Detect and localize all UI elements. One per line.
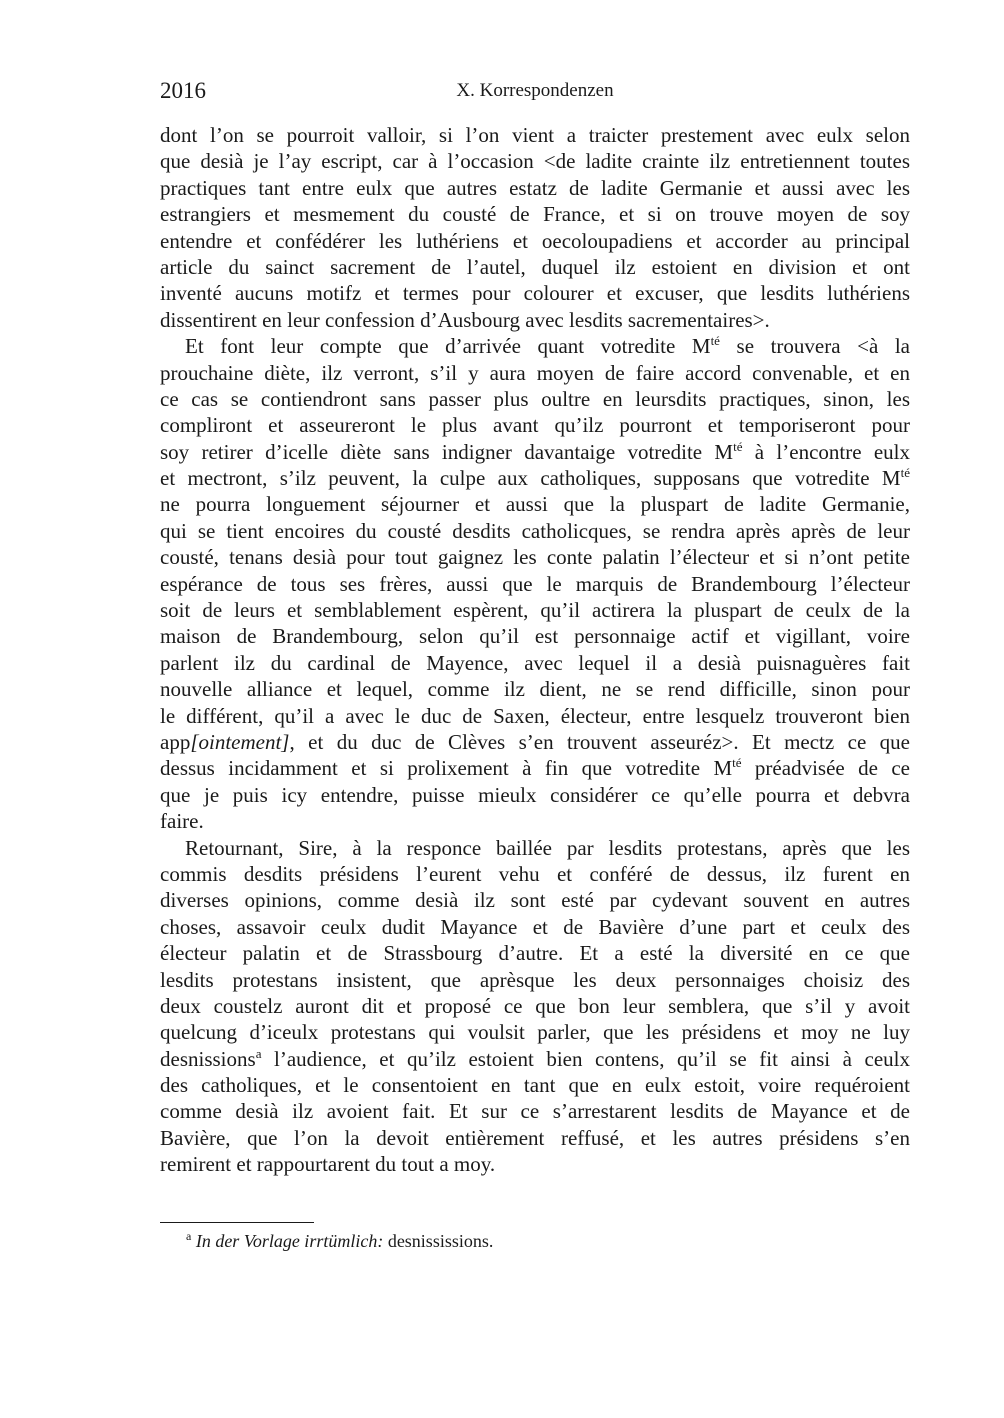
text-line: prouchaine diète, ilz verront, s’il y aura moyen de faire accord convenable, et en (160, 360, 910, 385)
text-line: entendre et confédérer les luthériens et oecoloupadiens et accorder au principal (160, 228, 910, 253)
running-title: X. Korrespondenzen (456, 80, 614, 101)
footnote-rule (160, 1222, 314, 1223)
superscript: té (732, 755, 742, 771)
text-line: compliront et asseureront le plus avant qu’ilz pourront et temporiseront pour (160, 413, 910, 438)
text-line: cousté, tenans desià pour tout gaignez les conte palatin l’électeur et si n’ont petite (160, 545, 910, 570)
superscript: té (710, 333, 720, 349)
superscript: té (900, 465, 910, 481)
text-line: practiques tant entre eulx que autres estatz de ladite Germanie et aussi avec les (160, 175, 910, 200)
text-line: estrangiers et mesmement du cousté de France, et si on trouve moyen de soy (160, 202, 910, 227)
text-line: qui se tient encoires du cousté desdits catholicques, se rendra après après de leur (160, 518, 910, 543)
text-line: article du sainct sacrement de l’autel, duquel ilz estoient en division et ont (160, 254, 910, 279)
text-line: dissentirent en leur confession d’Ausbourg avec lesdits sacrementaires>. (160, 307, 770, 332)
text-line: commis desdits présidens l’eurent vehu et conféré de dessus, ilz furent en (160, 861, 910, 886)
text-line: ne pourra longuement séjourner et aussi que la pluspart de ladite Germanie, (160, 492, 910, 517)
text-line: comme desià ilz avoient fait. Et sur ce s’arrestarent lesdits de Mayance et de (160, 1099, 910, 1124)
text-line: inventé aucuns motifz et termes pour colourer et excuser, que lesdits luthériens (160, 281, 910, 306)
text-line: soit de leurs et semblablement espèrent, qu’il actirera la pluspart de ceulx de la (160, 598, 910, 623)
text-line: nouvelle alliance et lequel, comme ilz dient, ne se rend difficille, sinon pour (160, 677, 910, 702)
superscript: té (733, 438, 743, 454)
text-line: ce cas se contiendront sans passer plus oultre en leursdits practiques, sinon, les (160, 386, 910, 411)
text-line: faire. (160, 809, 204, 834)
main-text (160, 122, 910, 1178)
text-line: deux coustelz auront dit et proposé ce que bon leur semblera, que s’il y avoit (160, 993, 910, 1018)
text-line: Bavière, que l’on la devoit entièrement reffusé, et les autres présidens s’en (160, 1125, 910, 1150)
superscript: a (255, 1045, 262, 1061)
footnote-text: desnississions. (383, 1231, 494, 1251)
text-line: et mectront, s’ilz peuvent, la culpe aux catholiques, supposans que votredite $M^{té}$ (160, 465, 910, 491)
text-line: desnissions$^a$ l’audience, et qu’ilz estoient bien contens, qu’il se fit ainsi à ceulx (160, 1045, 910, 1071)
footnote-label: In der Vorlage irrtümlich: (195, 1231, 384, 1251)
text-line: remirent et rappourtarent du tout a moy. (160, 1152, 496, 1177)
text-line: que je puis icy entendre, puisse mieulx considérer ce qu’elle pourra et debvra (160, 782, 910, 807)
text-line: parlent ilz du cardinal de Mayence, avec lequel il a desià puisnaguères fait (160, 650, 910, 675)
text-line: lesdits protestans insistent, que aprèsque les deux personnaiges choisiz des (160, 967, 910, 992)
text-line: dont l’on se pourroit valloir, si l’on vient a traicter prestement avec eulx selon (160, 123, 910, 147)
text-line: électeur palatin et de Strassbourg d’autre. Et a esté la diversité en ce que (160, 941, 910, 966)
footnote-marker: a (186, 1229, 192, 1243)
page-header (160, 78, 910, 106)
italic-text: [ointement] (190, 729, 290, 754)
text-line: soy retirer d’icelle diète sans indigner davantaige votredite $M^{té}$ à l’encontre eulx (160, 438, 910, 464)
text-line: quelcung d’iceulx protestans qui voulsit parler, que les présidens et moy ne luy (160, 1020, 910, 1045)
text-line: dessus incidamment et si prolixement à fin que votredite $M^{té}$ préadvisée de ce (160, 755, 911, 781)
text-line: maison de Brandembourg, selon qu’il est personnaige actif et vigillant, voire (160, 624, 910, 649)
footnote (186, 1228, 493, 1254)
text-line: des catholiques, et le consentoient en tant que en eulx estoit, voire requéroient (160, 1073, 910, 1098)
text-line: app[ointement], et du duc de Clèves s’en trouvent asseuréz>. Et mectz ce que (160, 729, 910, 754)
text-line: diverses opinions, comme desià ilz sont esté par cydevant souvent en autres (160, 888, 910, 913)
text-line: Retournant, Sire, à la responce baillée par lesdits protestans, après que les (185, 835, 910, 860)
text-line: que desià je l’ay escript, car à l’occasion <de ladite crainte ilz entretiennent toutes (160, 149, 910, 174)
text-line: le différent, qu’il a avec le duc de Saxen, électeur, entre lesquelz trouveront bien (160, 703, 910, 728)
text-line: espérance de tous ses frères, aussi que le marquis de Brandembourg l’électeur (160, 571, 910, 596)
text-line: choses, assavoir ceulx dudit Mayance et de Bavière d’une part et ceulx des (160, 914, 910, 939)
page-number: 2016 (160, 78, 206, 103)
text-line: Et font leur compte que d’arrivée quant votredite $M^{té}$ se trouvera <à la (185, 333, 910, 359)
